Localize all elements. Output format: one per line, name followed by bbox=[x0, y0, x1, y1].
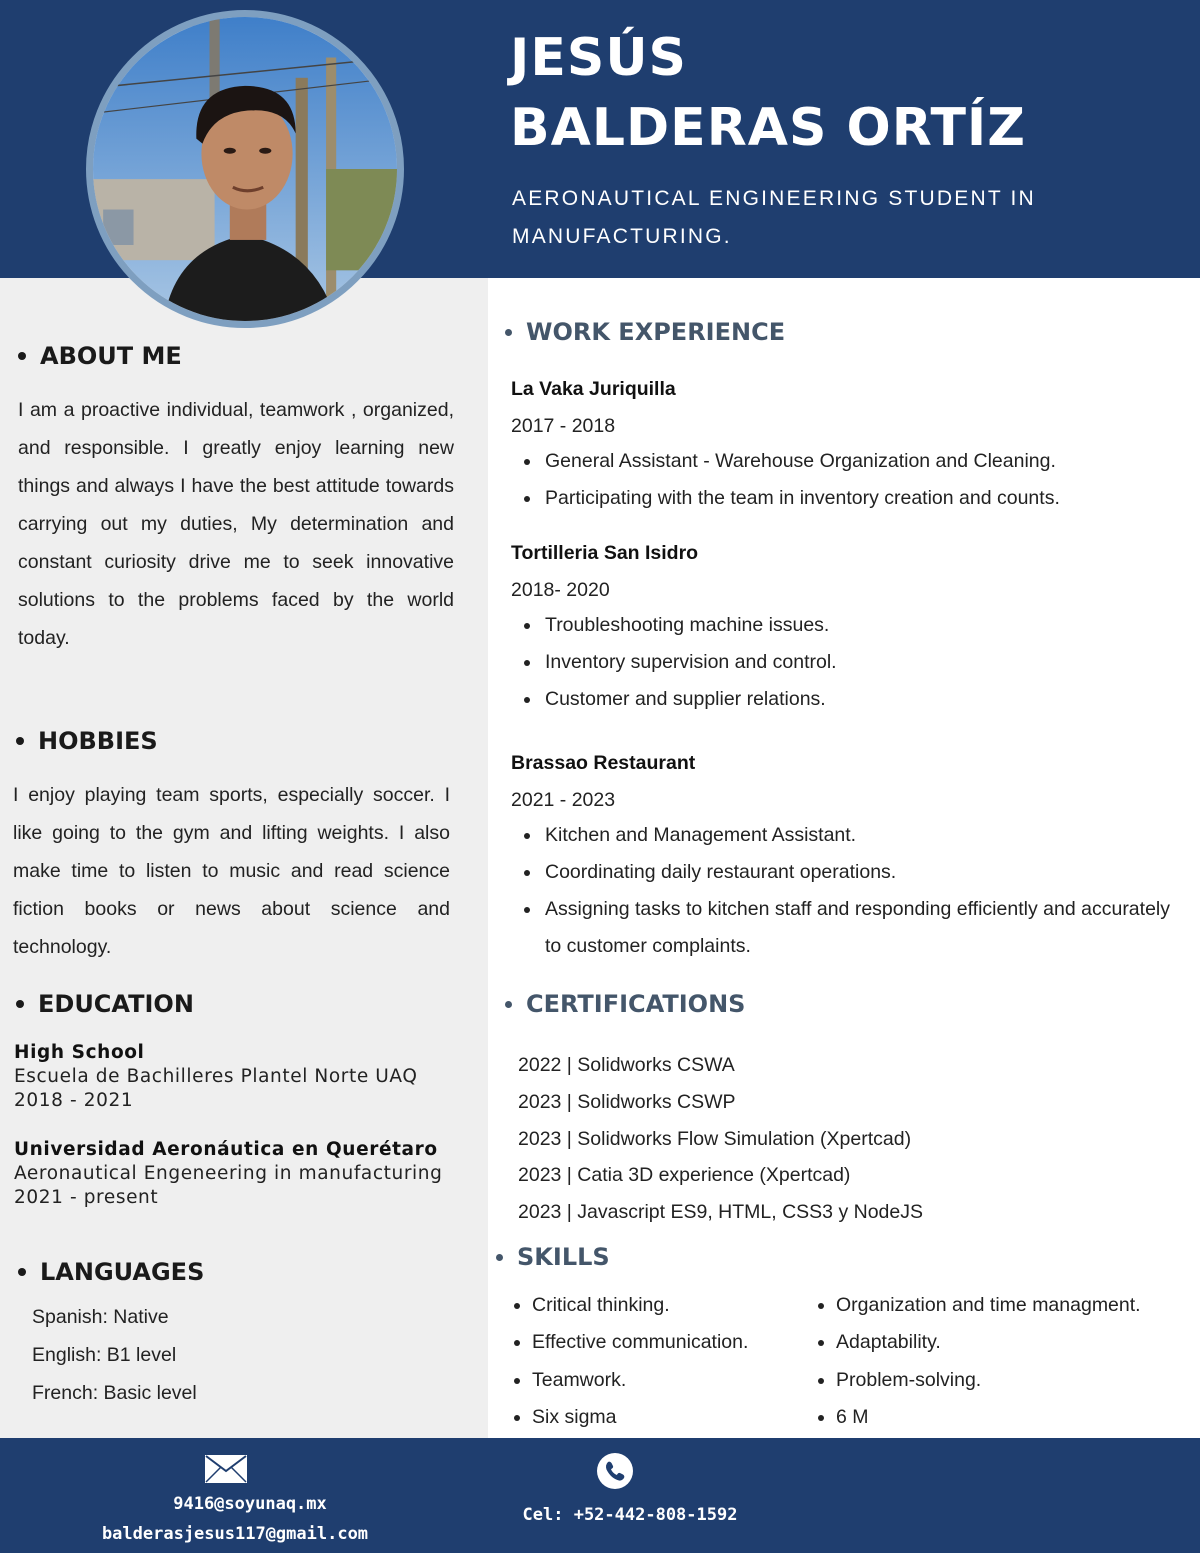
education-item bbox=[14, 1041, 418, 1113]
education-heading bbox=[16, 990, 194, 1018]
about-heading bbox=[18, 342, 182, 370]
bullet-dot bbox=[16, 1000, 24, 1008]
certification-item: 2023 | Solidworks Flow Simulation (Xpertcad) bbox=[518, 1127, 912, 1150]
school-detail: Escuela de Bachilleres Plantel Norte UAQ bbox=[14, 1066, 418, 1087]
certifications-list bbox=[518, 1047, 923, 1231]
about-text: I am a proactive individual, teamwork , organized, and responsible. I greatly enjoy learning new things and always I have the best attitude towards carrying out my duties, My determination and constant curiosity drive me to seek innovative solutions to the problems faced by the world today. bbox=[18, 399, 454, 649]
certification-item: 2023 | Javascript ES9, HTML, CSS3 y NodeJS bbox=[518, 1201, 923, 1224]
email-secondary[interactable]: balderasjesus117@gmail.com bbox=[101, 1524, 369, 1544]
bullet-dot bbox=[18, 352, 26, 360]
job-tasks bbox=[520, 443, 1170, 517]
languages-title: LANGUAGES bbox=[40, 1258, 205, 1286]
languages-heading bbox=[18, 1258, 204, 1286]
school-years: 2021 - present bbox=[14, 1187, 159, 1208]
email-primary[interactable]: 9416@soyunaq.mx bbox=[173, 1494, 327, 1514]
certification-item: 2023 | Solidworks CSWP bbox=[518, 1090, 736, 1113]
education-title: EDUCATION bbox=[38, 990, 194, 1018]
school-years: 2018 - 2021 bbox=[14, 1090, 134, 1111]
skill-item: Organization and time managment. bbox=[816, 1287, 1141, 1324]
bullet-dot bbox=[505, 1001, 512, 1008]
skill-item: Critical thinking. bbox=[512, 1287, 748, 1324]
envelope-icon bbox=[205, 1455, 247, 1483]
task-item: Kitchen and Management Assistant. bbox=[520, 817, 1170, 854]
job-tasks bbox=[520, 817, 1170, 965]
skill-item: Problem-solving. bbox=[816, 1362, 1141, 1399]
school-name: Universidad Aeronáutica en Querétaro bbox=[14, 1139, 438, 1160]
bullet-dot bbox=[505, 329, 512, 336]
company-name: Brassao Restaurant bbox=[511, 752, 696, 774]
phone-icon bbox=[597, 1453, 633, 1489]
education-item bbox=[14, 1138, 442, 1210]
task-item: Coordinating daily restaurant operations. bbox=[520, 854, 1170, 891]
skill-item: 6 M bbox=[816, 1399, 1141, 1436]
school-detail: Aeronautical Engeneering in manufacturing bbox=[14, 1163, 443, 1184]
hobbies-text: I enjoy playing team sports, especially soccer. I like going to the gym and lifting weights. I also make time to listen to music and read science fiction books or news about science and technology. bbox=[13, 784, 450, 958]
certifications-heading bbox=[505, 990, 745, 1018]
bullet-dot bbox=[496, 1254, 503, 1261]
company-name: Tortilleria San Isidro bbox=[511, 542, 699, 564]
language-item: French: Basic level bbox=[32, 1382, 197, 1404]
about-title: ABOUT ME bbox=[40, 342, 182, 370]
job-subtitle: AERONAUTICAL ENGINEERING STUDENT IN MANUFACTURING. bbox=[512, 187, 1036, 248]
bullet-dot bbox=[16, 737, 24, 745]
job-years: 2017 - 2018 bbox=[511, 415, 616, 437]
profile-photo bbox=[86, 10, 404, 328]
hobbies-heading bbox=[16, 727, 158, 755]
task-item: Troubleshooting machine issues. bbox=[520, 607, 1170, 644]
certifications-title: CERTIFICATIONS bbox=[526, 990, 746, 1018]
language-item: Spanish: Native bbox=[32, 1306, 169, 1328]
job-tasks bbox=[520, 607, 1170, 718]
language-item: English: B1 level bbox=[32, 1344, 177, 1366]
task-item: Customer and supplier relations. bbox=[520, 681, 1170, 718]
last-name: BALDERAS ORTÍZ bbox=[510, 98, 1026, 158]
phone-number[interactable]: Cel: +52-442-808-1592 bbox=[522, 1505, 738, 1525]
skills-column-1 bbox=[512, 1287, 748, 1436]
work-title: WORK EXPERIENCE bbox=[526, 318, 786, 346]
certification-item: 2022 | Solidworks CSWA bbox=[518, 1054, 735, 1076]
first-name: JESÚS bbox=[510, 28, 687, 88]
certification-item: 2023 | Catia 3D experience (Xpertcad) bbox=[518, 1164, 851, 1187]
job-years: 2021 - 2023 bbox=[511, 789, 616, 811]
skill-item: Teamwork. bbox=[512, 1362, 748, 1399]
skill-item: Adaptability. bbox=[816, 1324, 1141, 1361]
work-heading bbox=[505, 318, 785, 346]
bullet-dot bbox=[18, 1268, 26, 1276]
task-item: Inventory supervision and control. bbox=[520, 644, 1170, 681]
job-years: 2018- 2020 bbox=[511, 579, 610, 601]
hobbies-title: HOBBIES bbox=[38, 727, 158, 755]
skill-item: Six sigma bbox=[512, 1399, 748, 1436]
task-item: Participating with the team in inventory creation and counts. bbox=[520, 480, 1170, 517]
skills-column-2 bbox=[816, 1287, 1141, 1436]
school-name: High School bbox=[14, 1042, 145, 1063]
task-item: General Assistant - Warehouse Organization and Cleaning. bbox=[520, 443, 1170, 480]
task-item: Assigning tasks to kitchen staff and responding efficiently and accurately to customer complaints. bbox=[520, 891, 1170, 965]
company-name: La Vaka Juriquilla bbox=[511, 378, 676, 400]
skill-item: Effective communication. bbox=[512, 1324, 748, 1361]
skills-heading bbox=[496, 1243, 610, 1271]
skills-title: SKILLS bbox=[517, 1243, 610, 1271]
